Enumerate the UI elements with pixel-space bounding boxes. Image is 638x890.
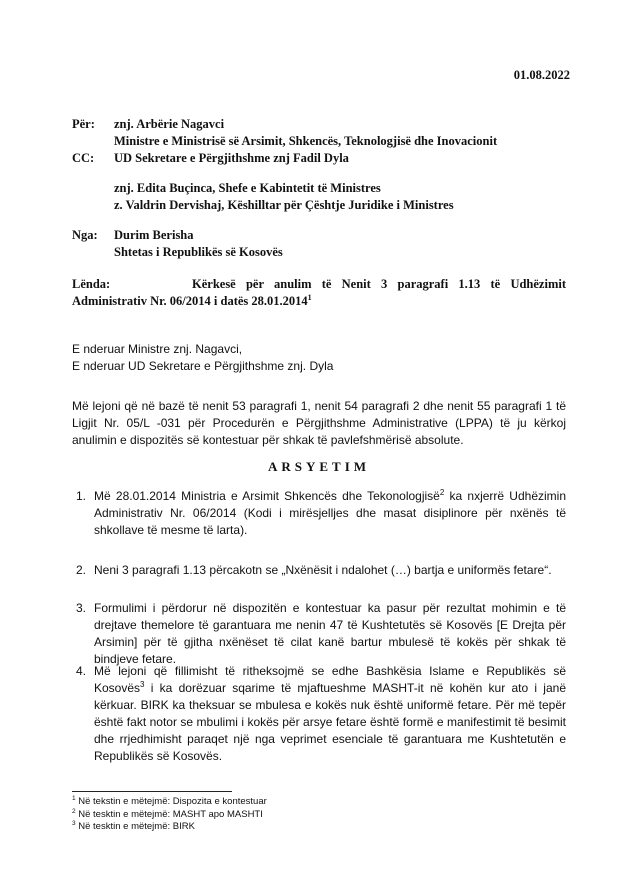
subject-line (72, 276, 566, 310)
subject-text: Kërkesë për anulim të Nenit 3 paragrafi 1.13 të Udhëzimit Administrativ Nr. 06/2014 i datës 28.01.2014 (72, 277, 566, 308)
item-text-part: i ka dorëzuar sqarime të mjaftueshme MASHT-it në kohën kur ato i janë kërkuar. BIRK ka theksuar se mbulesa e kokës nuk është uniformë fetare. Për më tepër është fakt notor se mbulimi i kokës për arsye fetare është formë e manifestimit të besimit dhe rrjedhimisht paraqet një nga veprimet esenciale të garantuara me Kushtetutën e Republikës së Kosovës. (94, 681, 566, 763)
item-text (94, 488, 566, 539)
item-text-part: Më 28.01.2014 Ministria e Arsimit Shkencës dhe Tekonologjisë (94, 489, 440, 503)
sender-title: Shtetas i Republikës së Kosovës (114, 245, 283, 259)
item-text-part: Më lejoni që fillimisht të ritheksojmë se edhe Bashkësia Islame e Republikës së Kosovës (94, 664, 566, 695)
footnote-ref-2: 2 (439, 488, 445, 497)
footnote (72, 796, 267, 809)
cc-recipient-1: UD Sekretare e Përgjithshme znj Fadil Dyla (114, 151, 349, 165)
footnote (72, 809, 267, 822)
footnotes (72, 796, 267, 834)
item-text-part: Neni 3 paragrafi 1.13 përcakotn se „Nxënësit i ndalohet (…) bartja e uniformës fetare“. (94, 563, 552, 577)
footnote-number: 3 (72, 819, 76, 827)
cc-recipient-3: z. Valdrin Dervishaj, Këshilltar për Çështje Juridike i Ministres (114, 198, 454, 212)
footnote-text: Në tesktin e mëtejmë: MASHT apo MASHTI (75, 808, 263, 820)
footnote-divider (72, 791, 232, 792)
cc-label: CC: (72, 151, 95, 165)
footnote-text: Në tesktin e mëtejmë: BIRK (75, 821, 195, 832)
footnote-text: Në tekstin e mëtejmë: Dispozita e kontestuar (75, 796, 267, 807)
item-number: 4. (76, 664, 87, 678)
cc-recipient-2: znj. Edita Buçinca, Shefe e Kabintetit të Ministres (114, 181, 381, 195)
per-label: Për: (72, 117, 95, 131)
item-text-part: ka nxjerrë Udhëzimin Administrativ Nr. 06/2014 (Kodi i mirësjelljes dhe masat disiplinore për nxënës të shkollave të mesme të larta). (94, 489, 566, 537)
item-number: 1. (76, 489, 87, 503)
subject-label: Lënda: (72, 277, 111, 291)
item-text (94, 600, 566, 668)
footnote-number: 1 (72, 794, 76, 802)
item-text-part: Formulimi i përdorur në dispozitën e kontestuar ka pasur për rezultat mohimin e të drejtave themelore të garantuara me nenin 47 të Kushtetutës së Kosovës [E Drejta për Arsimin] për të gjitha nxënëset të cilat kanë bartur mbulesë të kokës për shkak të bindjeve fetare. (94, 601, 566, 666)
greeting (72, 341, 333, 375)
item-text (94, 562, 566, 579)
footnote-number: 2 (72, 807, 76, 815)
document-date: 01.08.2022 (513, 68, 570, 82)
footnote-ref-1: 1 (307, 292, 312, 302)
intro-paragraph: Më lejoni që në bazë të nenit 53 paragrafi 1, nenit 54 paragrafi 2 dhe nenit 55 paragrafi 1 të Ligjit Nr. 05/L -031 për Procedurën e Përgjithshme Administrative (LPPA) të ju kërkoj anulimin e dispozitës së kontestuar për shkak të pavlefshmërisë absolute. (72, 399, 566, 447)
sender-name: Durim Berisha (114, 228, 194, 242)
footnote (72, 821, 267, 834)
recipient-name: znj. Arbërie Nagavci (114, 117, 225, 131)
nga-label: Nga: (72, 228, 98, 242)
section-heading: ARSYETIM (267, 459, 371, 474)
item-number: 2. (76, 563, 87, 577)
footnote-ref-3: 3 (140, 680, 145, 689)
item-text (94, 663, 566, 765)
item-number: 3. (76, 601, 87, 615)
greeting-line-2: E nderuar UD Sekretare e Përgjithshme znj. Dyla (72, 359, 334, 373)
recipient-title: Ministre e Ministrisë së Arsimit, Shkencës, Teknologjisë dhe Inovacionit (114, 134, 498, 148)
greeting-line-1: E nderuar Ministre znj. Nagavci, (72, 342, 243, 356)
